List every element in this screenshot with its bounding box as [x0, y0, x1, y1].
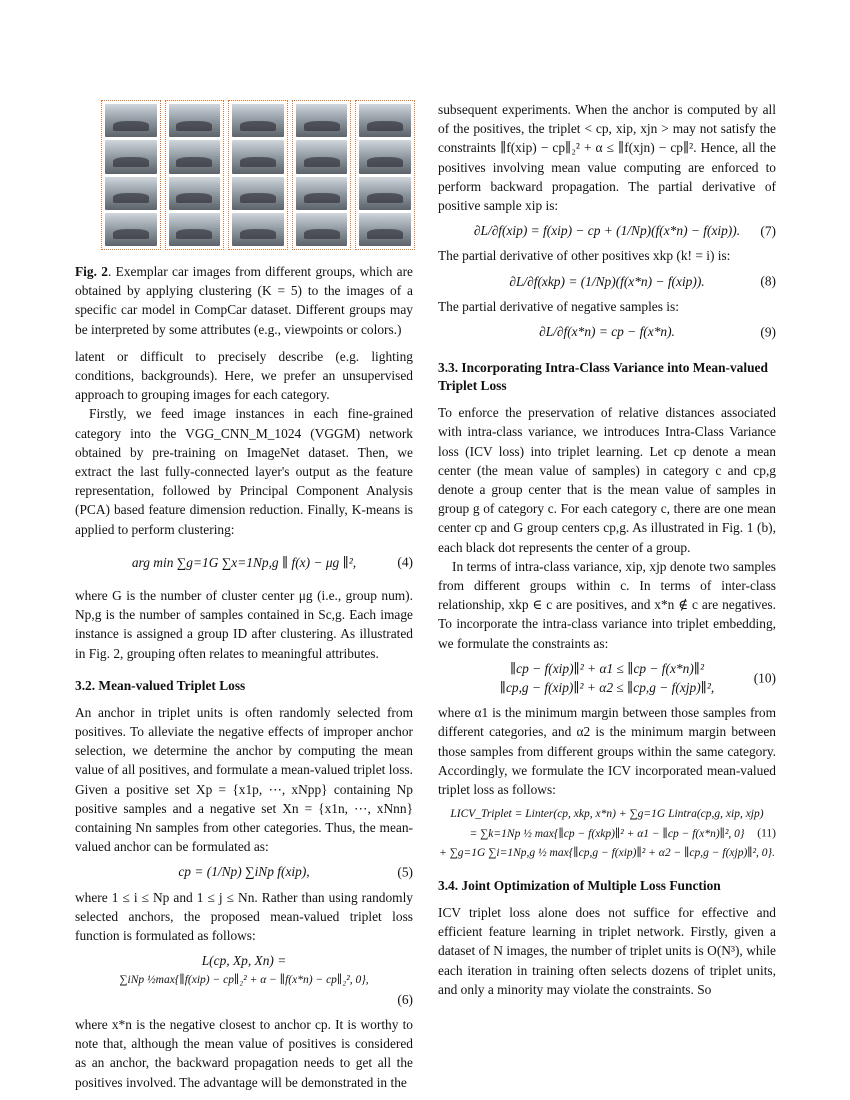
car-image — [296, 177, 348, 210]
figure-label: Fig. 2 — [75, 264, 108, 279]
equation-number: (5) — [397, 864, 413, 880]
equation-11 — [438, 805, 776, 863]
car-group-5 — [355, 100, 415, 250]
equation-line: ∥cp,g − f(xip)∥² + α2 ≤ ∥cp,g − f(xjp)∥², — [499, 680, 715, 696]
figure-caption-text: . Exemplar car images from different groups, which are obtained by applying clustering (K = 5) to the images of a specific car model in CompCar dataset. Different groups may be interpreted by some attributes (e.g., viewpoints or colors.) — [75, 264, 413, 337]
equation-9 — [438, 322, 776, 341]
car-image — [105, 177, 157, 210]
equation-8 — [438, 272, 776, 291]
paragraph: where x*n is the negative closest to anchor cp. It is worthy to note that, although the mean value of positives is considered as an anchor, the backward propagation needs to get all the positives involved. The advantage will be demonstrated in the — [75, 1016, 413, 1090]
car-image — [359, 140, 411, 173]
equation-line: ∥cp − f(xip)∥² + α1 ≤ ∥cp − f(x*n)∥² — [510, 660, 704, 676]
equation-body: ∂L/∂f(xkp) = (1/Np)(f(x*n) − f(xip)). — [509, 273, 705, 289]
paragraph: Firstly, we feed image instances in each fine-grained category into the VGG_CNN_M_1024 (VGGM) network obtained by pre-training on ImageNet dataset. Then, we extract the last fully-connected layer's output as the feature representation, followed by Principal Component Analysis (PCA) based feature dimension reduction. Finally, K-means is applied to perform clustering: — [75, 406, 413, 537]
car-group-2 — [165, 100, 225, 250]
equation-number: (9) — [760, 324, 776, 340]
right-column — [438, 100, 776, 999]
equation-body: cp = (1/Np) ∑iNp f(xip), — [178, 864, 310, 880]
car-group-4 — [292, 100, 352, 250]
paragraph: The partial derivative of negative samples is: — [438, 298, 679, 314]
car-image — [359, 213, 411, 246]
paragraph: where G is the number of cluster center μg (i.e., group num). Np,g is the number of samples contained in Sc,g. Each image instance is assigned a group ID after clustering. As illustrated in Fig. 2, grouping often relates to meaningful attributes. — [75, 588, 413, 661]
equation-line: + ∑g=1G ∑i=1Np,g ½ max{∥cp,g − f(xip)∥² + α2 − ∥cp,g − f(xjp)∥², 0}. — [438, 846, 776, 859]
left-column — [75, 100, 413, 1092]
figure-caption — [75, 262, 413, 339]
car-image — [169, 140, 221, 173]
equation-4 — [75, 553, 413, 572]
equation-number: (10) — [753, 670, 776, 686]
equation-number: (4) — [397, 554, 413, 570]
section-heading-3-3: 3.3. Incorporating Intra-Class Variance into Mean-valued Triplet Loss — [438, 360, 768, 394]
paragraph: where α1 is the minimum margin between those samples from different categories, and α2 is the minimum margin between those samples from different groups within the same category. Accordingly, we formulate the ICV incorporated mean-valued triplet loss as follows: — [438, 705, 776, 798]
equation-body: ∂L/∂f(x*n) = cp − f(x*n). — [539, 324, 675, 340]
paragraph: ICV triplet loss alone does not suffice for effective and efficient feature learning in triplet network. Firstly, given a dataset of N images, the number of triplet units is O(N³), while each iteration in training often selects dozens of triplet units, and only a minority may violate the constraints. So — [438, 904, 776, 997]
car-image — [232, 104, 284, 137]
car-image — [169, 104, 221, 137]
car-image — [296, 104, 348, 137]
paragraph: The partial derivative of other positives xkp (k! = i) is: — [438, 248, 731, 264]
equation-10 — [438, 659, 776, 697]
car-image — [359, 177, 411, 210]
car-image — [232, 213, 284, 246]
equation-6 — [75, 951, 413, 1009]
equation-number: (11) — [757, 827, 776, 840]
paragraph: subsequent experiments. When the anchor is computed by all of the positives, the triplet < cp, xip, xjn > may not satisfy the constraints ∥f(xip) − cp∥₂² + α ≤ ∥f(xjn) − cp∥². Hence, all the positives involving mean value computing are enforced to perform backward propagation. The partial derivative of positive sample xip is: — [438, 102, 776, 214]
equation-number: (8) — [760, 273, 776, 289]
equation-number: (7) — [760, 223, 776, 239]
paragraph: where 1 ≤ i ≤ Np and 1 ≤ j ≤ Nn. Rather than using randomly selected anchors, the proposed mean-valued triplet loss function is formulated as follows: — [75, 889, 413, 944]
equation-line: = ∑k=1Np ½ max{∥cp − f(xkp)∥² + α1 − ∥cp − f(x*n)∥², 0} — [469, 827, 745, 840]
car-image — [296, 213, 348, 246]
car-image — [105, 213, 157, 246]
paragraph: An anchor in triplet units is often randomly selected from positives. To alleviate the negative effects of improper anchor selection, we determine the anchor by computing the mean value of all positives, and formulate a mean-valued triplet loss. Given a positive set Xp = {x1p, ⋯, xNpp} containing Np positive samples and a negative set Xn = {x1n, ⋯, xNnn} containing Nn samples from other categories. Thus, the mean-valued anchor can be formulated as: — [75, 704, 413, 855]
equation-body: arg min ∑g=1G ∑x=1Np,g ∥ f(x) − μg ∥², — [131, 554, 357, 570]
car-image — [232, 140, 284, 173]
equation-7 — [438, 221, 776, 240]
car-image — [359, 104, 411, 137]
car-image — [232, 177, 284, 210]
car-image — [169, 213, 221, 246]
figure-car-groups — [101, 100, 415, 250]
equation-line: LICV_Triplet = Linter(cp, xkp, x*n) + ∑g=1G Lintra(cp,g, xip, xjp) — [450, 808, 764, 821]
equation-line: ∑iNp ½max{∥f(xip) − cp∥₂² + α − ∥f(x*n) − cp∥₂², 0}, — [119, 973, 369, 986]
car-image — [105, 104, 157, 137]
equation-number: (6) — [397, 991, 413, 1007]
car-image — [169, 177, 221, 210]
equation-body: ∂L/∂f(xip) = f(xip) − cp + (1/Np)(f(x*n) − f(xip)). — [473, 223, 741, 239]
car-image — [296, 140, 348, 173]
car-image — [105, 140, 157, 173]
car-group-3 — [228, 100, 288, 250]
equation-line: L(cp, Xp, Xn) = — [201, 953, 287, 969]
paragraph: In terms of intra-class variance, xip, xjp denote two samples from different groups within c. In terms of inter-class relationship, xkp ∈ c are positives, and x*n ∉ c are negatives. To incorporate the intra-class variance into triplet embedding, we formulate the constraints as: — [438, 558, 776, 651]
equation-5 — [75, 862, 413, 881]
car-group-1 — [101, 100, 161, 250]
section-heading-3-4: 3.4. Joint Optimization of Multiple Loss Function — [438, 877, 721, 893]
paragraph: latent or difficult to precisely describe (e.g. lighting conditions, backgrounds). Here, we prefer an unsupervised approach to grouping images for each category. — [75, 348, 413, 403]
paragraph: To enforce the preservation of relative distances associated with intra-class variance, we introduces Intra-Class Variance loss (ICV loss) into triplet learning. Let cp denote a mean center (the mean value of samples) in category c and cp,g denote a group center that is the mean value of samples in group g of category c. For each category c, there are one mean center cp and G group centers cp,g. As illustrated in Fig. 1 (b), each black dot represents the center of a group. — [438, 405, 776, 555]
section-heading-3-2: 3.2. Mean-valued Triplet Loss — [75, 677, 246, 693]
